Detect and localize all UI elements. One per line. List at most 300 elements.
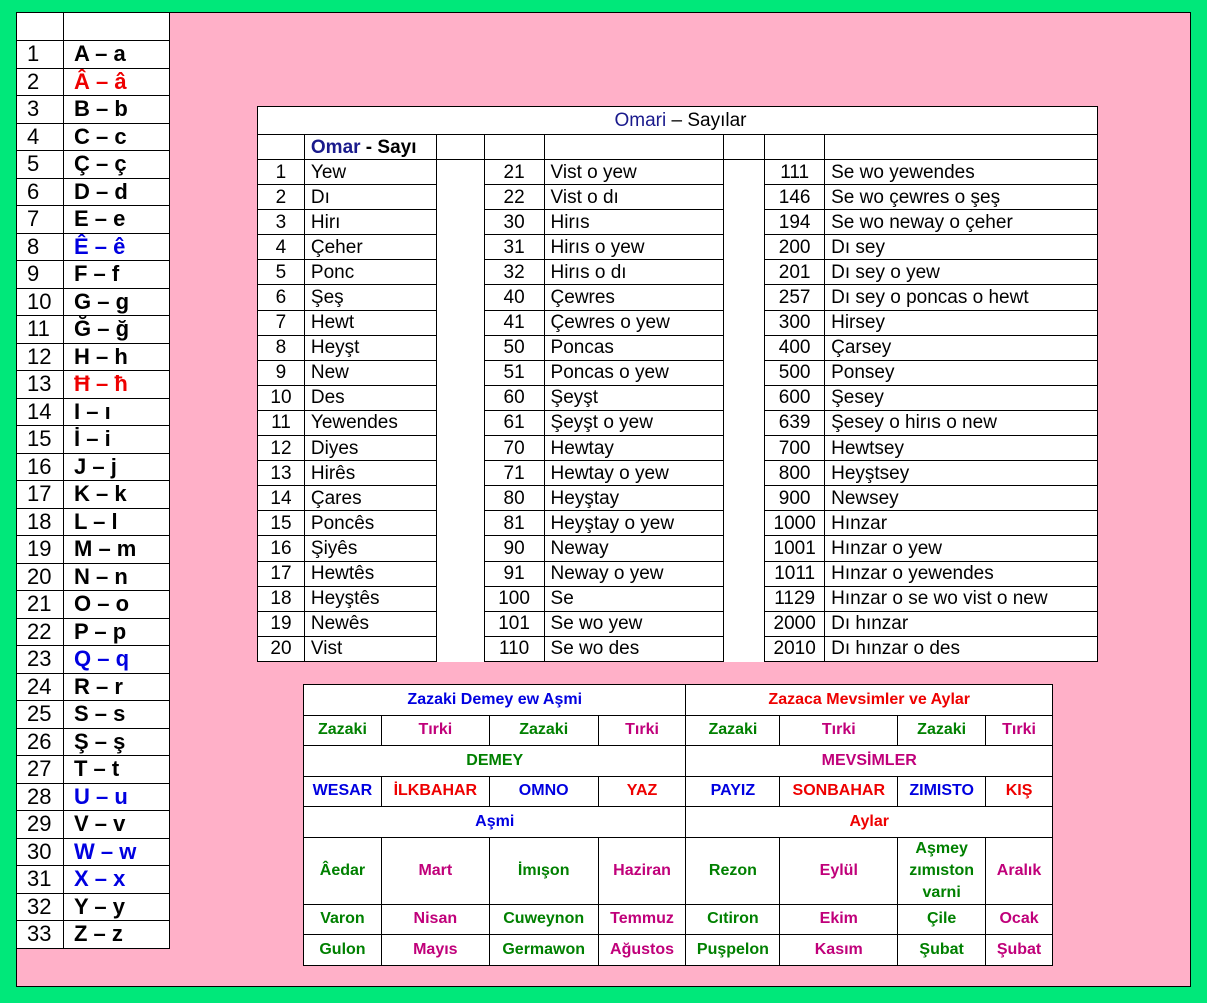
- column-gap: [436, 360, 484, 385]
- numbers-row: [258, 536, 1098, 561]
- subheader-empty: [484, 135, 544, 160]
- number-word: Dı hınzar: [825, 611, 1098, 636]
- number-word: Çewres: [544, 285, 724, 310]
- alphabet-row: [17, 508, 170, 536]
- subheader-empty: [544, 135, 724, 160]
- number-word: Heyştês: [304, 586, 436, 611]
- number-digit: 600: [765, 385, 825, 410]
- column-gap: [436, 536, 484, 561]
- alphabet-row: [17, 618, 170, 646]
- column-gap: [436, 561, 484, 586]
- alphabet-row: [17, 426, 170, 454]
- alphabet-letter: S – s: [64, 701, 170, 729]
- alphabet-number: 12: [17, 343, 64, 371]
- mevsimler-label: MEVSİMLER: [686, 746, 1053, 777]
- alphabet-row: [17, 893, 170, 921]
- number-digit: 12: [258, 436, 305, 461]
- number-digit: 20: [258, 636, 305, 661]
- alphabet-letter: F – f: [64, 261, 170, 289]
- number-digit: 639: [765, 410, 825, 435]
- alphabet-number: 23: [17, 646, 64, 674]
- alphabet-number: 3: [17, 96, 64, 124]
- language-header: Zazaki: [489, 715, 598, 746]
- alphabet-number: 20: [17, 563, 64, 591]
- month-name: Haziran: [598, 837, 686, 904]
- language-header: Tırki: [381, 715, 489, 746]
- alphabet-row: [17, 453, 170, 481]
- alphabet-letter: X – x: [64, 866, 170, 894]
- season-names-row: [304, 776, 1053, 807]
- column-gap: [436, 310, 484, 335]
- alphabet-letter: K – k: [64, 481, 170, 509]
- number-digit: 50: [484, 335, 544, 360]
- alphabet-letter: J – j: [64, 453, 170, 481]
- numbers-row: [258, 360, 1098, 385]
- alphabet-row: [17, 728, 170, 756]
- alphabet-row: [17, 811, 170, 839]
- column-gap: [436, 210, 484, 235]
- column-gap: [724, 310, 765, 335]
- number-digit: 110: [484, 636, 544, 661]
- number-digit: 400: [765, 335, 825, 360]
- number-word: Şesey: [825, 385, 1098, 410]
- number-digit: 3: [258, 210, 305, 235]
- numbers-row: [258, 260, 1098, 285]
- month-name: Germawon: [489, 935, 598, 966]
- column-gap: [724, 335, 765, 360]
- alphabet-number: 10: [17, 288, 64, 316]
- alphabet-row: [17, 123, 170, 151]
- alphabet-number: 17: [17, 481, 64, 509]
- month-name: Gulon: [304, 935, 382, 966]
- language-header: Zazaki: [304, 715, 382, 746]
- number-digit: 700: [765, 436, 825, 461]
- alphabet-letter: U – u: [64, 783, 170, 811]
- number-word: Des: [304, 385, 436, 410]
- alphabet-row: [17, 343, 170, 371]
- number-word: Heyştay o yew: [544, 511, 724, 536]
- alphabet-row: [17, 261, 170, 289]
- numbers-row: [258, 636, 1098, 661]
- numbers-row: [258, 335, 1098, 360]
- number-word: Hewtês: [304, 561, 436, 586]
- month-name: Aralık: [986, 837, 1053, 904]
- numbers-row: [258, 310, 1098, 335]
- number-word: Vist: [304, 636, 436, 661]
- alphabet-number: 31: [17, 866, 64, 894]
- month-row: [304, 935, 1053, 966]
- alphabet-row: [17, 481, 170, 509]
- alphabet-row: [17, 701, 170, 729]
- alphabet-number: 1: [17, 41, 64, 69]
- number-word: Hirıs: [544, 210, 724, 235]
- number-digit: 11: [258, 410, 305, 435]
- number-digit: 1011: [765, 561, 825, 586]
- numbers-row: [258, 486, 1098, 511]
- subheader-sayi: - Sayı: [360, 136, 417, 158]
- language-header-row: [304, 715, 1053, 746]
- month-name: Kasım: [780, 935, 898, 966]
- language-header: Zazaki: [686, 715, 780, 746]
- number-digit: 5: [258, 260, 305, 285]
- number-digit: 194: [765, 210, 825, 235]
- number-word: Heyştay: [544, 486, 724, 511]
- numbers-subheader: [304, 135, 436, 160]
- alphabet-row: [17, 866, 170, 894]
- alphabet-letter: Ş – ş: [64, 728, 170, 756]
- asmi-label: Aşmi: [304, 807, 686, 838]
- month-name: Çile: [898, 904, 986, 935]
- number-word: Hirsey: [825, 310, 1098, 335]
- number-word: Poncês: [304, 511, 436, 536]
- column-gap: [436, 461, 484, 486]
- month-name: Varon: [304, 904, 382, 935]
- number-word: Poncas o yew: [544, 360, 724, 385]
- number-word: Hınzar: [825, 511, 1098, 536]
- alphabet-number: 25: [17, 701, 64, 729]
- number-word: Se wo neway o çeher: [825, 210, 1098, 235]
- alphabet-letter: V – v: [64, 811, 170, 839]
- number-digit: 13: [258, 461, 305, 486]
- alphabet-number: 32: [17, 893, 64, 921]
- number-digit: 16: [258, 536, 305, 561]
- alphabet-letter: G – g: [64, 288, 170, 316]
- season-name: SONBAHAR: [780, 776, 898, 807]
- alphabet-letter: Z – z: [64, 921, 170, 949]
- alphabet-letter: Ç – ç: [64, 151, 170, 179]
- season-name: İLKBAHAR: [381, 776, 489, 807]
- number-word: Poncas: [544, 335, 724, 360]
- alphabet-letter: I – ı: [64, 398, 170, 426]
- alphabet-letter: N – n: [64, 563, 170, 591]
- number-digit: 70: [484, 436, 544, 461]
- alphabet-letter: Ê – ê: [64, 233, 170, 261]
- number-word: Dı: [304, 185, 436, 210]
- number-digit: 200: [765, 235, 825, 260]
- alphabet-number: 27: [17, 756, 64, 784]
- numbers-row: [258, 285, 1098, 310]
- alphabet-number: 18: [17, 508, 64, 536]
- number-digit: 80: [484, 486, 544, 511]
- alphabet-number: 6: [17, 178, 64, 206]
- alphabet-letter: A – a: [64, 41, 170, 69]
- numbers-row: [258, 410, 1098, 435]
- alphabet-row: [17, 371, 170, 399]
- number-word: Vist o yew: [544, 160, 724, 185]
- number-word: Şeyşt o yew: [544, 410, 724, 435]
- number-digit: 60: [484, 385, 544, 410]
- alphabet-row: [17, 316, 170, 344]
- alphabet-letter: Â – â: [64, 68, 170, 96]
- alphabet-header-cell: [17, 13, 64, 41]
- alphabet-letter: Ħ – ħ: [64, 371, 170, 399]
- numbers-row: [258, 185, 1098, 210]
- alphabet-row: [17, 233, 170, 261]
- language-header: Tırki: [986, 715, 1053, 746]
- alphabet-letter: L – l: [64, 508, 170, 536]
- number-word: Se wo yew: [544, 611, 724, 636]
- number-digit: 800: [765, 461, 825, 486]
- number-word: Yew: [304, 160, 436, 185]
- alphabet-letter: Q – q: [64, 646, 170, 674]
- number-word: Şiyês: [304, 536, 436, 561]
- alphabet-number: 4: [17, 123, 64, 151]
- column-gap: [724, 235, 765, 260]
- number-word: Çarsey: [825, 335, 1098, 360]
- number-word: Neway: [544, 536, 724, 561]
- subheader-empty: [825, 135, 1098, 160]
- alphabet-row: [17, 68, 170, 96]
- number-digit: 30: [484, 210, 544, 235]
- number-word: Hirıs o yew: [544, 235, 724, 260]
- number-word: Diyes: [304, 436, 436, 461]
- column-gap: [724, 410, 765, 435]
- number-digit: 257: [765, 285, 825, 310]
- number-word: Hewtay: [544, 436, 724, 461]
- alphabet-letter: D – d: [64, 178, 170, 206]
- month-name: Mart: [381, 837, 489, 904]
- column-gap: [724, 385, 765, 410]
- alphabet-number: 11: [17, 316, 64, 344]
- number-word: Heyştsey: [825, 461, 1098, 486]
- number-word: Hewtsey: [825, 436, 1098, 461]
- subheader-omar: Omar: [310, 136, 361, 158]
- alphabet-row: [17, 288, 170, 316]
- number-digit: 10: [258, 385, 305, 410]
- number-word: Se wo des: [544, 636, 724, 661]
- seasons-table: [303, 684, 1053, 966]
- number-digit: 41: [484, 310, 544, 335]
- number-word: Şeş: [304, 285, 436, 310]
- column-gap: [436, 260, 484, 285]
- language-header: Zazaki: [898, 715, 986, 746]
- numbers-subheader-row: [258, 135, 1098, 160]
- left-title: Zazaki Demey ew Aşmi: [304, 685, 686, 716]
- number-digit: 2010: [765, 636, 825, 661]
- alphabet-letter: M – m: [64, 536, 170, 564]
- column-gap: [436, 335, 484, 360]
- season-name: PAYIZ: [686, 776, 780, 807]
- alphabet-letter: O – o: [64, 591, 170, 619]
- alphabet-row: [17, 673, 170, 701]
- month-name: Aşmey zımıston varni: [898, 837, 986, 904]
- number-digit: 8: [258, 335, 305, 360]
- subheader-empty: [436, 135, 484, 160]
- column-gap: [724, 586, 765, 611]
- alphabet-number: 24: [17, 673, 64, 701]
- column-gap: [436, 410, 484, 435]
- number-word: Hınzar o yew: [825, 536, 1098, 561]
- number-word: Se wo çewres o şeş: [825, 185, 1098, 210]
- seasons-title-row: [304, 685, 1053, 716]
- number-digit: 81: [484, 511, 544, 536]
- column-gap: [724, 360, 765, 385]
- number-word: Vist o dı: [544, 185, 724, 210]
- asmi-row: [304, 807, 1053, 838]
- alphabet-number: 14: [17, 398, 64, 426]
- number-digit: 71: [484, 461, 544, 486]
- season-name: WESAR: [304, 776, 382, 807]
- alphabet-row: [17, 96, 170, 124]
- number-digit: 900: [765, 486, 825, 511]
- numbers-row: [258, 511, 1098, 536]
- alphabet-row: [17, 398, 170, 426]
- month-name: Cuweynon: [489, 904, 598, 935]
- numbers-title-sayilar: – Sayılar: [671, 110, 747, 131]
- number-word: Hınzar o se wo vist o new: [825, 586, 1098, 611]
- month-row: [304, 904, 1053, 935]
- number-digit: 2000: [765, 611, 825, 636]
- number-digit: 14: [258, 486, 305, 511]
- number-digit: 2: [258, 185, 305, 210]
- number-word: Hirıs o dı: [544, 260, 724, 285]
- number-word: Ponsey: [825, 360, 1098, 385]
- number-word: Dı sey o yew: [825, 260, 1098, 285]
- column-gap: [724, 285, 765, 310]
- column-gap: [436, 636, 484, 661]
- number-digit: 1129: [765, 586, 825, 611]
- month-name: Eylül: [780, 837, 898, 904]
- numbers-row: [258, 210, 1098, 235]
- season-name: OMNO: [489, 776, 598, 807]
- column-gap: [436, 160, 484, 185]
- number-digit: 100: [484, 586, 544, 611]
- number-digit: 101: [484, 611, 544, 636]
- number-digit: 40: [484, 285, 544, 310]
- alphabet-number: 7: [17, 206, 64, 234]
- alphabet-number: 9: [17, 261, 64, 289]
- alphabet-number: 33: [17, 921, 64, 949]
- month-name: İmışon: [489, 837, 598, 904]
- column-gap: [724, 436, 765, 461]
- number-digit: 61: [484, 410, 544, 435]
- subheader-empty: [765, 135, 825, 160]
- alphabet-number: 21: [17, 591, 64, 619]
- numbers-row: [258, 611, 1098, 636]
- alphabet-number: 19: [17, 536, 64, 564]
- alphabet-row: [17, 591, 170, 619]
- month-name: Ekim: [780, 904, 898, 935]
- alphabet-number: 2: [17, 68, 64, 96]
- numbers-row: [258, 461, 1098, 486]
- number-digit: 6: [258, 285, 305, 310]
- number-digit: 32: [484, 260, 544, 285]
- month-name: Mayıs: [381, 935, 489, 966]
- alphabet-letter: Y – y: [64, 893, 170, 921]
- column-gap: [724, 185, 765, 210]
- number-digit: 17: [258, 561, 305, 586]
- number-digit: 4: [258, 235, 305, 260]
- numbers-title-omari: Omari: [614, 110, 667, 131]
- alphabet-row: [17, 563, 170, 591]
- number-digit: 146: [765, 185, 825, 210]
- alphabet-letter: C – c: [64, 123, 170, 151]
- season-name: YAZ: [598, 776, 686, 807]
- column-gap: [724, 461, 765, 486]
- alphabet-letter: E – e: [64, 206, 170, 234]
- numbers-title: [258, 107, 1098, 135]
- column-gap: [436, 385, 484, 410]
- column-gap: [436, 611, 484, 636]
- season-name: ZIMISTO: [898, 776, 986, 807]
- month-name: Puşpelon: [686, 935, 780, 966]
- number-word: Dı sey: [825, 235, 1098, 260]
- alphabet-row: [17, 151, 170, 179]
- alphabet-row: [17, 838, 170, 866]
- alphabet-number: 5: [17, 151, 64, 179]
- alphabet-row: [17, 536, 170, 564]
- number-word: Çeher: [304, 235, 436, 260]
- alphabet-number: 29: [17, 811, 64, 839]
- column-gap: [724, 611, 765, 636]
- number-word: Yewendes: [304, 410, 436, 435]
- number-word: Se: [544, 586, 724, 611]
- number-digit: 7: [258, 310, 305, 335]
- alphabet-number: 8: [17, 233, 64, 261]
- alphabet-number: 22: [17, 618, 64, 646]
- month-name: Nisan: [381, 904, 489, 935]
- numbers-row: [258, 160, 1098, 185]
- number-digit: 22: [484, 185, 544, 210]
- number-digit: 31: [484, 235, 544, 260]
- number-word: Hewtay o yew: [544, 461, 724, 486]
- number-word: Şesey o hirıs o new: [825, 410, 1098, 435]
- number-digit: 90: [484, 536, 544, 561]
- number-word: Hirês: [304, 461, 436, 486]
- column-gap: [724, 486, 765, 511]
- alphabet-letter: P – p: [64, 618, 170, 646]
- subheader-empty: [724, 135, 765, 160]
- number-word: Neway o yew: [544, 561, 724, 586]
- number-digit: 1001: [765, 536, 825, 561]
- demey-label: DEMEY: [304, 746, 686, 777]
- alphabet-row: [17, 178, 170, 206]
- number-word: Hınzar o yewendes: [825, 561, 1098, 586]
- alphabet-letter: Ğ – ğ: [64, 316, 170, 344]
- number-word: Newês: [304, 611, 436, 636]
- number-word: Se wo yewendes: [825, 160, 1098, 185]
- number-word: Dı hınzar o des: [825, 636, 1098, 661]
- season-name: KIŞ: [986, 776, 1053, 807]
- alphabet-header-cell: [64, 13, 170, 41]
- alphabet-number: 30: [17, 838, 64, 866]
- numbers-title-row: [258, 107, 1098, 135]
- column-gap: [436, 511, 484, 536]
- number-word: Hirı: [304, 210, 436, 235]
- alphabet-number: 13: [17, 371, 64, 399]
- number-word: New: [304, 360, 436, 385]
- number-word: Heyşt: [304, 335, 436, 360]
- number-digit: 21: [484, 160, 544, 185]
- alphabet-number: 15: [17, 426, 64, 454]
- column-gap: [724, 160, 765, 185]
- number-word: Hewt: [304, 310, 436, 335]
- column-gap: [724, 260, 765, 285]
- column-gap: [436, 436, 484, 461]
- number-digit: 51: [484, 360, 544, 385]
- month-name: Âedar: [304, 837, 382, 904]
- number-word: Dı sey o poncas o hewt: [825, 285, 1098, 310]
- month-name: Rezon: [686, 837, 780, 904]
- alphabet-letter: B – b: [64, 96, 170, 124]
- alphabet-row: [17, 41, 170, 69]
- right-title: Zazaca Mevsimler ve Aylar: [686, 685, 1053, 716]
- column-gap: [436, 586, 484, 611]
- month-name: Temmuz: [598, 904, 686, 935]
- language-header: Tırki: [598, 715, 686, 746]
- number-digit: 91: [484, 561, 544, 586]
- column-gap: [436, 486, 484, 511]
